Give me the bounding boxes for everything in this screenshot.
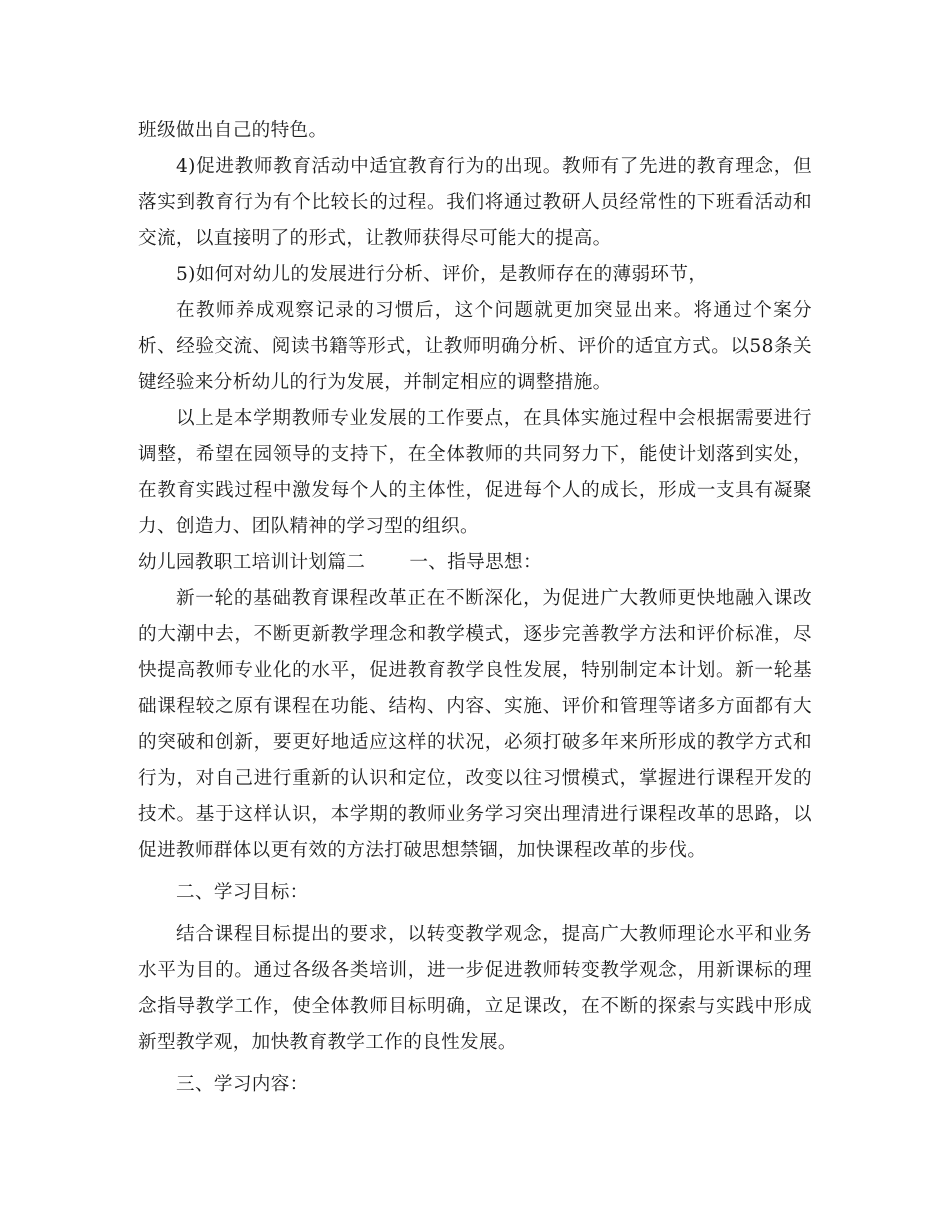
paragraph-learning-goals: 结合课程目标提出的要求，以转变教学观念，提高广大教师理论水平和业务水平为目的。通过各级各类培训，进一步促进教师转变教学观念，用新课标的理念指导教学工作，使全体教师目标明确，立足课改，在不断的探索与实践中形成新型教学观，加快教育教学工作的良性发展。 bbox=[138, 924, 812, 1053]
heading-learning-content: 三、学习内容： bbox=[176, 1074, 309, 1095]
heading-learning-goals: 二、学习目标： bbox=[176, 882, 309, 903]
paragraph-continuation: 班级做出自己的特色。 bbox=[138, 120, 328, 141]
paragraph-observation: 在教师养成观察记录的习惯后，这个问题就更加突显出来。将通过个案分析、经验交流、阅读书籍等形式，让教师明确分析、评价的适宜方式。以58条关键经验来分析幼儿的行为发展，并制定相应的调整措施。 bbox=[138, 300, 812, 393]
section-heading-line bbox=[138, 545, 812, 581]
paragraph-item-4: 4)促进教师教育活动中适宜教育行为的出现。教师有了先进的教育理念，但落实到教育行为有个比较长的过程。我们将通过教研人员经常性的下班看活动和交流，以直接明了的形式，让教师获得尽可能大的提高。 bbox=[138, 156, 812, 249]
paragraph-guiding-thought: 新一轮的基础教育课程改革正在不断深化，为促进广大教师更快地融入课改的大潮中去，不断更新教学理念和教学模式，逐步完善教学方法和评价标准，尽快提高教师专业化的水平，促进教育教学良性发展，特别制定本计划。新一轮基础课程较之原有课程在功能、结构、内容、实施、评价和管理等诸多方面都有大的突破和创新，要更好地适应这样的状况，必须打破多年来所形成的教学方式和行为，对自己进行重新的认识和定位，改变以往习惯模式，掌握进行课程开发的技术。基于这样认识，本学期的教师业务学习突出理清进行课程改革的思路，以促进教师群体以更有效的方法打破思想禁锢，加快课程改革的步伐。 bbox=[138, 588, 812, 861]
section-title: 幼儿园教职工培训计划篇二 bbox=[138, 552, 366, 573]
paragraph-summary: 以上是本学期教师专业发展的工作要点，在具体实施过程中会根据需要进行调整，希望在园领导的支持下，在全体教师的共同努力下，能使计划落到实处，在教育实践过程中激发每个人的主体性，促进每个人的成长，形成一支具有凝聚力、创造力、团队精神的学习型的组织。 bbox=[138, 408, 812, 537]
document-body bbox=[138, 113, 812, 1103]
paragraph-item-5: 5)如何对幼儿的发展进行分析、评价，是教师存在的薄弱环节， bbox=[176, 264, 708, 285]
section-first-heading: 一、指导思想： bbox=[409, 552, 542, 573]
